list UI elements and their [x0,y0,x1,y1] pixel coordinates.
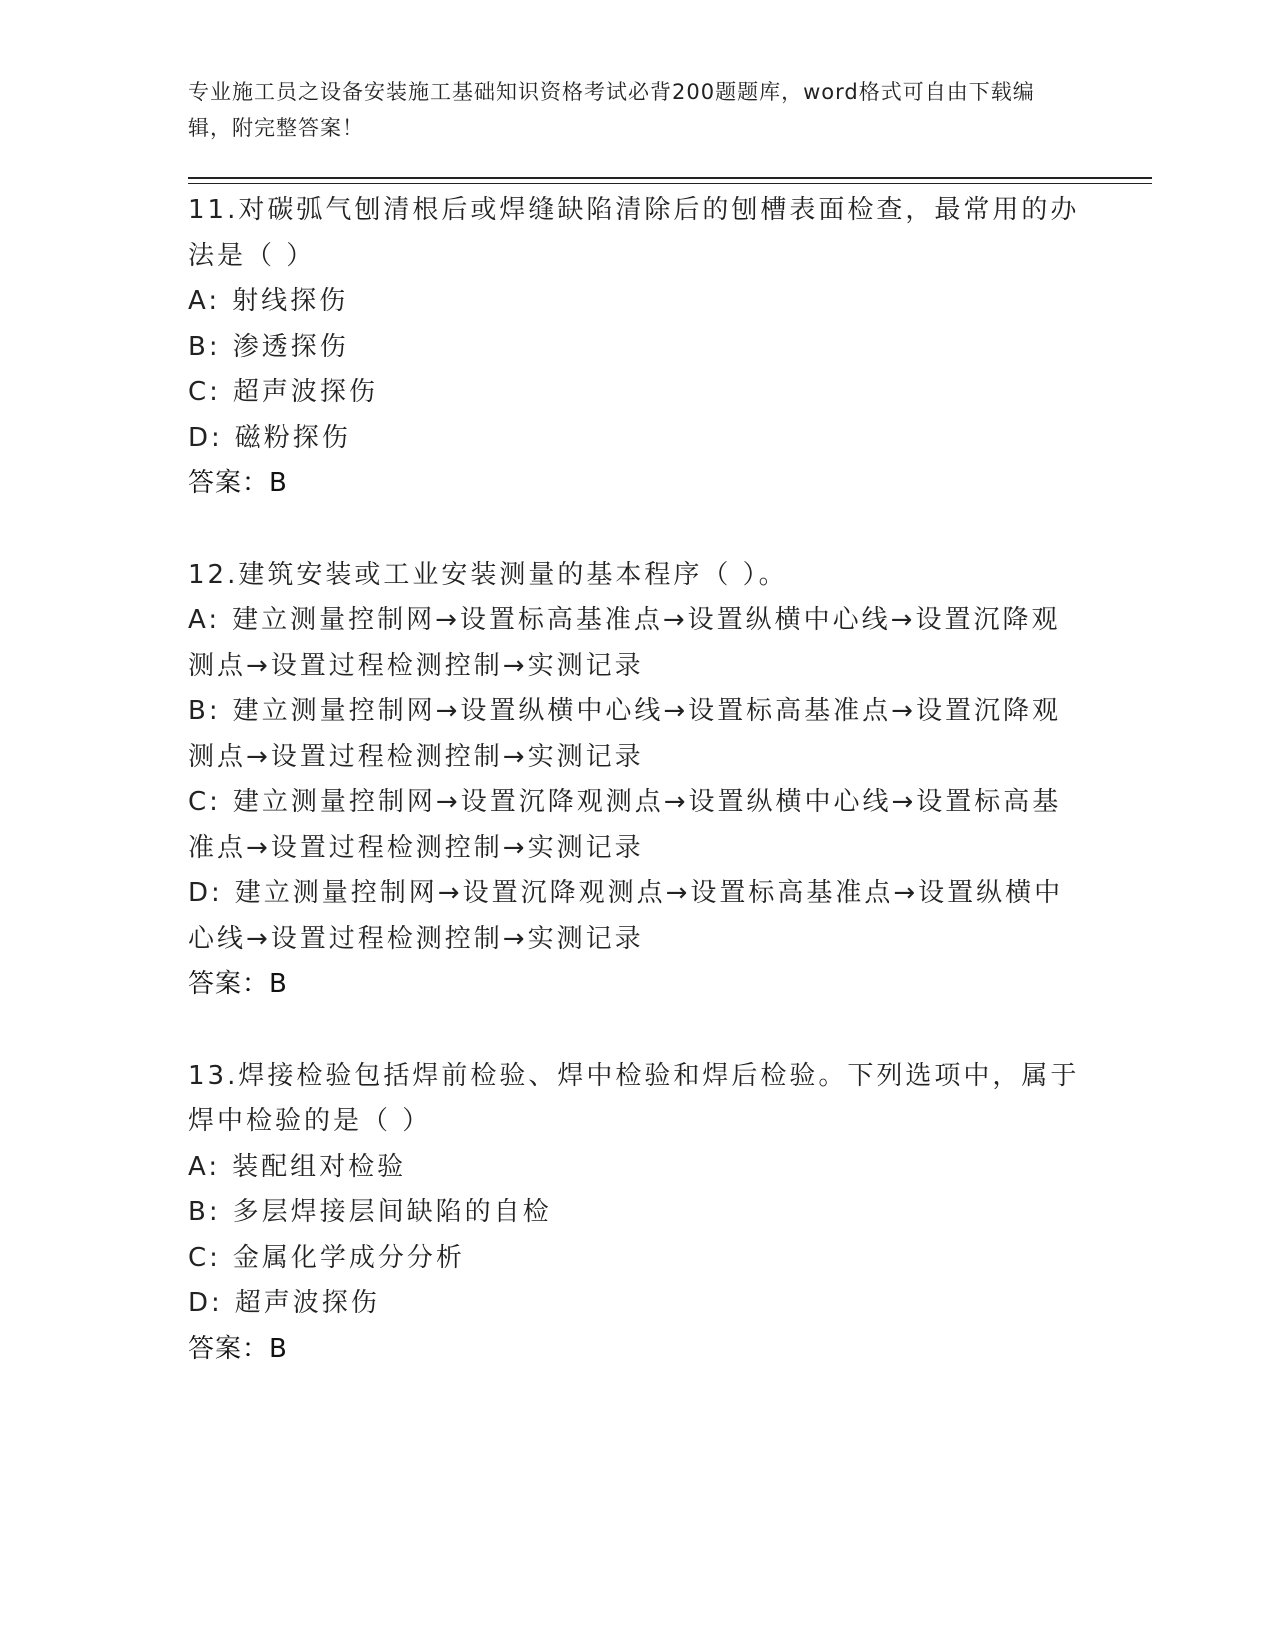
question-text: 12.建筑安装或工业安装测量的基本程序（ ）。 [188,559,788,590]
question-text: 13.焊接检验包括焊前检验、焊中检验和焊后检验。下列选项中，属于焊中检验的是（ ） [188,1060,1080,1136]
question-list [188,188,1088,1418]
answer-line: 答案：B [188,1333,288,1364]
question-13 [188,1054,1088,1373]
option-c [188,1236,1088,1282]
option-text: 多层焊接层间缺陷的自检 [232,1197,552,1227]
option-letter: B: [188,696,221,726]
option-text: 金属化学成分分析 [232,1242,465,1273]
option-letter: D: [188,422,223,453]
option-d [188,871,1088,962]
question-11 [188,188,1088,507]
option-letter: C: [188,377,221,407]
option-a [188,598,1088,689]
option-text: 建立测量控制网→设置标高基准点→设置纵横中心线→设置沉降观测点→设置过程检测控制→实测记录 [188,605,1061,681]
option-letter: B: [188,331,221,362]
option-letter: A: [188,286,221,316]
option-letter: B: [188,1197,221,1227]
option-letter: C: [188,1242,221,1273]
option-letter: D: [188,1288,223,1318]
option-letter: D: [188,878,223,908]
question-12 [188,553,1088,1008]
option-a [188,1145,1088,1191]
option-text: 渗透探伤 [232,331,349,362]
question-text: 11.对碳弧气刨清根后或焊缝缺陷清除后的刨槽表面检查，最常用的办法是（ ） [188,195,1080,271]
option-text: 建立测量控制网→设置沉降观测点→设置标高基准点→设置纵横中心线→设置过程检测控制→实测记录 [188,878,1064,954]
answer-line: 答案：B [188,468,288,498]
header-rule-thick [188,177,1152,179]
option-text: 超声波探伤 [234,1288,380,1318]
option-text: 建立测量控制网→设置纵横中心线→设置标高基准点→设置沉降观测点→设置过程检测控制→实测记录 [188,696,1061,772]
option-text: 建立测量控制网→设置沉降观测点→设置纵横中心线→设置标高基准点→设置过程检测控制→实测记录 [188,787,1062,863]
option-b [188,1190,1088,1236]
option-letter: A: [188,605,221,635]
option-text: 超声波探伤 [232,377,378,407]
option-b [188,689,1088,780]
option-text: 装配组对检验 [232,1151,407,1182]
option-text: 射线探伤 [232,286,349,316]
option-letter: A: [188,1151,221,1182]
option-b [188,325,1088,371]
option-letter: C: [188,787,221,817]
answer-line: 答案：B [188,969,288,999]
option-d [188,416,1088,462]
option-d [188,1281,1088,1327]
document-header: 专业施工员之设备安装施工基础知识资格考试必背200题题库，word格式可自由下载编辑，附完整答案！ [188,80,1035,140]
option-text: 磁粉探伤 [234,422,351,453]
header-rule-thin [188,183,1152,184]
option-c [188,780,1088,871]
option-c [188,370,1088,416]
option-a [188,279,1088,325]
